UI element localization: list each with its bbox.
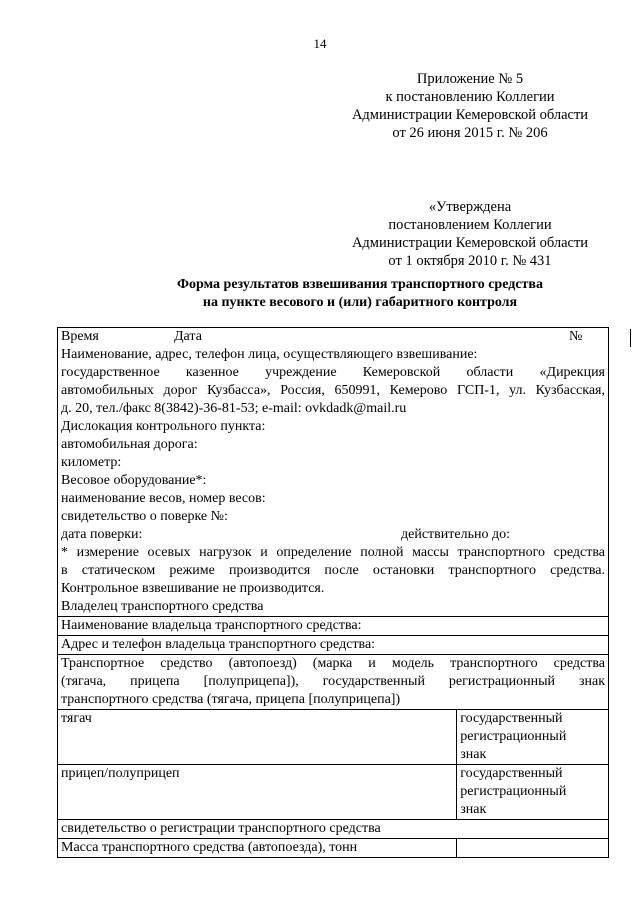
owner-name-cell <box>58 617 609 636</box>
number-label: № <box>569 329 583 344</box>
mass-value-cell <box>457 839 609 858</box>
km-label: километр: <box>61 455 122 470</box>
reg-plate-line-3: знак <box>460 802 487 817</box>
footnote-line-1: * измерение осевых нагрузок и определение полной массы транспортного средства <box>61 545 605 560</box>
vehicle-line-1: Транспортное средство (автопоезд) (марка и модель транспортного средства <box>61 656 605 671</box>
reg-plate-line-1: государственный <box>460 766 563 781</box>
footnote-line-2: в статическом режиме производится после остановки транспортного средства. <box>61 563 605 578</box>
reg-plate-line-2: регистрационный <box>460 784 567 799</box>
certificate-label: свидетельство о поверке №: <box>61 509 228 524</box>
mass-value <box>460 839 605 857</box>
vehicle-line-3: транспортного средства (тягача, прицепа [полуприцепа]) <box>61 692 401 707</box>
title-line-1: Форма результатов взвешивания транспортного средства <box>177 277 543 292</box>
tractor-plate-cell <box>457 710 609 765</box>
vehicle-line-2: (тягача, прицепа [полуприцепа]), государственный регистрационный знак <box>61 674 605 689</box>
tractor-cell <box>58 710 457 765</box>
page-number: 14 <box>313 36 327 51</box>
owner-address-cell <box>58 636 609 655</box>
appendix-line: к постановлению Коллегии <box>385 89 555 105</box>
margin-mark <box>630 329 631 347</box>
approval-line: постановлением Коллегии <box>388 217 552 233</box>
approval-heading <box>330 198 610 270</box>
verification-row <box>61 526 605 544</box>
scales-label: наименование весов, номер весов: <box>61 491 266 506</box>
valid-until-label: действительно до: <box>401 527 510 542</box>
form-title <box>0 276 640 312</box>
reg-plate-line-3: знак <box>460 747 487 762</box>
owner-label: Владелец транспортного средства <box>61 599 264 614</box>
name-value-line-1: государственное казенное учреждение Кемеровской области «Дирекция <box>61 365 605 380</box>
name-value-line-2: автомобильных дорог Кузбасса», Россия, 650991, Кемерово ГСП-1, ул. Кузбасская, <box>61 383 605 398</box>
owner-address-label: Адрес и телефон владельца транспортного средства: <box>61 637 376 652</box>
date-label: Дата <box>174 329 202 344</box>
trailer-plate-cell <box>457 765 609 820</box>
owner-name-label: Наименование владельца транспортного средства: <box>61 618 362 633</box>
mass-cell <box>58 839 457 858</box>
footnote-line-3: Контрольное взвешивание не производится. <box>61 581 325 596</box>
vehicle-cell <box>58 655 609 710</box>
time-label: Время <box>61 329 99 344</box>
trailer-cell <box>58 765 457 820</box>
time-date-row <box>61 328 605 346</box>
road-label: автомобильная дорога: <box>61 437 198 452</box>
tractor-label: тягач <box>61 711 92 726</box>
approval-line: Администрации Кемеровской области <box>351 235 589 251</box>
verification-date-label: дата поверки: <box>61 527 143 542</box>
appendix-line: от 26 июня 2015 г. № 206 <box>392 125 548 141</box>
reg-plate-line-2: регистрационный <box>460 729 567 744</box>
reg-plate-line-1: государственный <box>460 711 563 726</box>
weighing-form-table <box>57 327 609 858</box>
appendix-line: Приложение № 5 <box>416 71 524 87</box>
approval-line: от 1 октября 2010 г. № 431 <box>388 253 552 269</box>
mass-label: Масса транспортного средства (автопоезда), тонн <box>61 840 358 855</box>
name-label: Наименование, адрес, телефон лица, осуществляющего взвешивание: <box>61 347 478 362</box>
general-info-cell <box>58 328 609 617</box>
appendix-heading <box>330 70 610 142</box>
location-label: Дислокация контрольного пункта: <box>61 419 266 434</box>
title-line-2: на пункте весового и (или) габаритного контроля <box>202 295 518 310</box>
trailer-label: прицеп/полуприцеп <box>61 766 180 781</box>
appendix-line: Администрации Кемеровской области <box>351 107 589 123</box>
registration-cert-cell <box>58 820 609 839</box>
name-value-line-3: д. 20, тел./факс 8(3842)-36-81-53; e-mail: ovkdadk@mail.ru <box>61 401 407 416</box>
equipment-label: Весовое оборудование*: <box>61 473 207 488</box>
registration-cert-label: свидетельство о регистрации транспортного средства <box>61 821 381 836</box>
approval-line: «Утверждена <box>428 199 512 215</box>
